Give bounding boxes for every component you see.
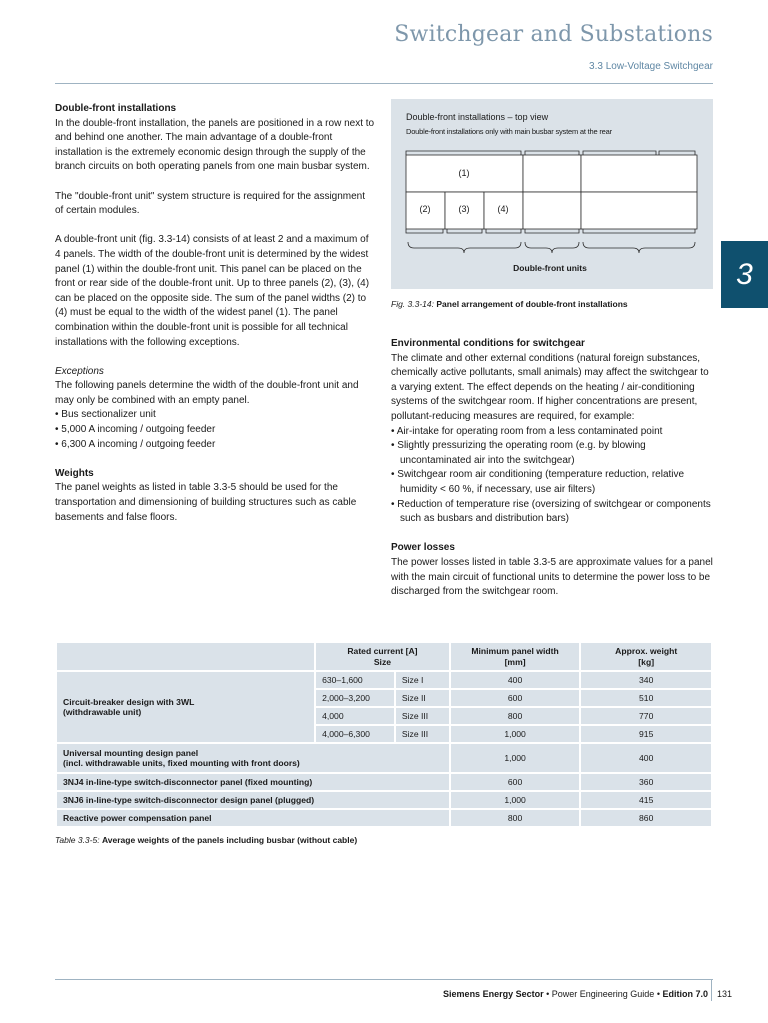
footer-edition: Edition 7.0 xyxy=(662,989,708,999)
figure-caption xyxy=(391,299,628,309)
list-item: • Slightly pressurizing the operating room (e.g. by blowing uncontaminated air into the switchgear) xyxy=(391,440,646,466)
panel-label-3: (3) xyxy=(458,204,470,214)
footer-page-divider xyxy=(711,979,712,1001)
footer-brand: Siemens Energy Sector xyxy=(443,989,544,999)
paragraph: The "double-front unit" system structure is required for the assignment of certain modules. xyxy=(55,190,366,217)
table-row xyxy=(56,809,712,827)
paragraph: A double-front unit (fig. 3.3-14) consists of at least 2 and a maximum of 4 panels. The width of the double-front unit is determined by the widest panel (1) within the double-front unit. This panel can be placed on the front or rear side of the double-front unit. Up to three panels (2), (3), (4) can be placed on the opposite side. The sum of the panel widths (2) to (4) must be equal to the width of the widest panel (1). The panel combination within the double-front unit is possible for all technical installations with the following exceptions. xyxy=(55,234,370,348)
panel-arrangement-diagram xyxy=(391,99,713,289)
cell-width: 600 xyxy=(450,689,581,707)
cell-weight: 770 xyxy=(580,707,712,725)
table-header-min-width xyxy=(450,642,581,671)
cell-width: 800 xyxy=(450,707,581,725)
cell-current: 630–1,600 xyxy=(315,671,395,689)
table-header-rated-current xyxy=(315,642,450,671)
panel-rect xyxy=(581,192,697,229)
cell-current: 4,000–6,300 xyxy=(315,725,395,743)
table-row xyxy=(56,671,712,689)
figure-double-front xyxy=(391,99,713,289)
table-caption xyxy=(55,835,357,845)
table-row xyxy=(56,743,712,773)
figure-title: Double-front installations – top view xyxy=(406,112,549,122)
header-line: Approx. weight xyxy=(615,645,678,656)
figure-subtitle: Double-front installations only with main busbar system at the rear xyxy=(406,127,612,136)
paragraph: The climate and other external conditions (natural foreign substances, chemically active pollutants, small animals) may affect the switchgear to a varying extent. The effect depends on the heating / air-conditioning systems of the switchgear room. If higher concentrations are present, pollutant-reducing measures are required, for example: xyxy=(391,352,709,422)
brace-unit-3 xyxy=(583,242,695,253)
brace-unit-1 xyxy=(408,242,521,253)
header-line: [mm] xyxy=(504,656,526,667)
table-header-row xyxy=(56,642,712,671)
page-number: 131 xyxy=(717,989,733,999)
list-item: • 5,000 A incoming / outgoing feeder xyxy=(55,424,216,436)
busbar-marker xyxy=(525,229,579,233)
brace-label: Double-front units xyxy=(513,263,587,273)
page-title: Switchgear and Substations xyxy=(394,22,713,47)
busbar-marker xyxy=(406,229,443,233)
cb-group-label xyxy=(56,671,315,743)
cell-weight: 400 xyxy=(580,743,712,773)
header-line: Rated current [A] xyxy=(347,645,418,656)
cell-weight: 860 xyxy=(580,809,712,827)
header-line: Minimum panel width xyxy=(471,645,559,656)
heading-weights: Weights xyxy=(55,467,94,479)
figure-caption-text: Panel arrangement of double-front installations xyxy=(436,299,628,309)
panel-label-1: (1) xyxy=(458,168,470,178)
cell-size: Size I xyxy=(395,671,450,689)
list-item: • 6,300 A incoming / outgoing feeder xyxy=(55,438,216,450)
table-header-weight xyxy=(580,642,712,671)
cell-weight: 415 xyxy=(580,791,712,809)
paragraph: The following panels determine the width of the double-front unit and may only be combined with an empty panel. xyxy=(55,380,359,406)
cell-current: 2,000–3,200 xyxy=(315,689,395,707)
cell-width: 400 xyxy=(450,671,581,689)
panel-rect xyxy=(523,155,581,192)
panel-rect xyxy=(523,192,581,229)
cell-weight: 510 xyxy=(580,689,712,707)
table-row xyxy=(56,791,712,809)
cell-size: Size III xyxy=(395,725,450,743)
cell-weight: 340 xyxy=(580,671,712,689)
cell-size: Size III xyxy=(395,707,450,725)
heading-double-front: Double-front installations xyxy=(55,103,177,114)
cell-size: Size II xyxy=(395,689,450,707)
list-item: • Bus sectionalizer unit xyxy=(55,409,156,421)
cell-line: (incl. withdrawable units, fixed mounting with front doors) xyxy=(63,758,300,768)
cell-weight: 915 xyxy=(580,725,712,743)
list-item: • Air-intake for operating room from a less contaminated point xyxy=(391,425,663,437)
heading-environmental: Environmental conditions for switchgear xyxy=(391,338,585,349)
cell-width: 1,000 xyxy=(450,743,581,773)
cell-width: 800 xyxy=(450,809,581,827)
table-caption-text: Average weights of the panels including busbar (without cable) xyxy=(101,835,358,845)
table-row xyxy=(56,773,712,791)
cell-weight: 360 xyxy=(580,773,712,791)
row-label: 3NJ6 in-line-type switch-disconnector design panel (plugged) xyxy=(56,791,450,809)
table-caption-label: Table 3.3-5: xyxy=(55,835,100,845)
panel-rect xyxy=(581,155,697,192)
left-column xyxy=(55,102,375,525)
cell-line: Universal mounting design panel xyxy=(63,748,199,758)
footer-separator: • xyxy=(543,989,552,999)
cell-width: 600 xyxy=(450,773,581,791)
busbar-marker xyxy=(583,151,656,155)
panel-label-4: (4) xyxy=(497,204,509,214)
header-divider xyxy=(55,83,713,84)
footer-text xyxy=(443,989,708,999)
table-header-blank xyxy=(56,642,315,671)
header-line: Size xyxy=(373,656,392,667)
paragraph: The panel weights as listed in table 3.3-5 should be used for the transportation and dimensioning of building structures such as cable basements and false floors. xyxy=(55,482,357,523)
footer-separator: • xyxy=(654,989,663,999)
cell-width: 1,000 xyxy=(450,791,581,809)
header-line: [kg] xyxy=(638,656,655,667)
busbar-marker xyxy=(583,229,695,233)
panel-label-2: (2) xyxy=(419,204,431,214)
cell-line: (withdrawable unit) xyxy=(63,707,142,717)
list-item: • Reduction of temperature rise (oversizing of switchgear or components such as busbars and distribution bars) xyxy=(391,498,711,525)
heading-power-losses: Power losses xyxy=(391,542,455,554)
busbar-marker xyxy=(406,151,521,155)
list-item: • Switchgear room air conditioning (temperature reduction, relative humidity < 60 %, if necessary, use air filters) xyxy=(391,469,685,495)
footer-divider xyxy=(55,979,713,980)
busbar-marker xyxy=(486,229,521,233)
busbar-marker xyxy=(447,229,482,233)
row-label: 3NJ4 in-line-type switch-disconnector panel (fixed mounting) xyxy=(56,773,450,791)
paragraph: In the double-front installation, the panels are positioned in a row next to and behind one another. The main advantage of a double-front installation is the extremely economic design through the supply of the branch circuits on both operating panels from one main busbar system. xyxy=(55,117,375,173)
universal-label xyxy=(56,743,450,773)
right-column xyxy=(391,337,715,600)
footer-guide: Power Engineering Guide xyxy=(551,989,655,999)
brace-unit-2 xyxy=(525,242,579,253)
row-label: Reactive power compensation panel xyxy=(56,809,450,827)
heading-exceptions: Exceptions xyxy=(55,365,104,377)
section-subtitle: 3.3 Low-Voltage Switchgear xyxy=(589,61,713,72)
cell-width: 1,000 xyxy=(450,725,581,743)
busbar-marker xyxy=(659,151,695,155)
paragraph: The power losses listed in table 3.3-5 are approximate values for a panel with the main circuit of functional units to determine the power loss to be discharged from the switchgear room. xyxy=(391,556,713,598)
cell-line: Circuit-breaker design with 3WL xyxy=(63,697,195,707)
chapter-tab[interactable]: 3 xyxy=(721,241,768,308)
weights-table xyxy=(55,641,713,828)
busbar-marker xyxy=(525,151,579,155)
figure-caption-label: Fig. 3.3-14: xyxy=(391,299,434,309)
cell-current: 4,000 xyxy=(315,707,395,725)
